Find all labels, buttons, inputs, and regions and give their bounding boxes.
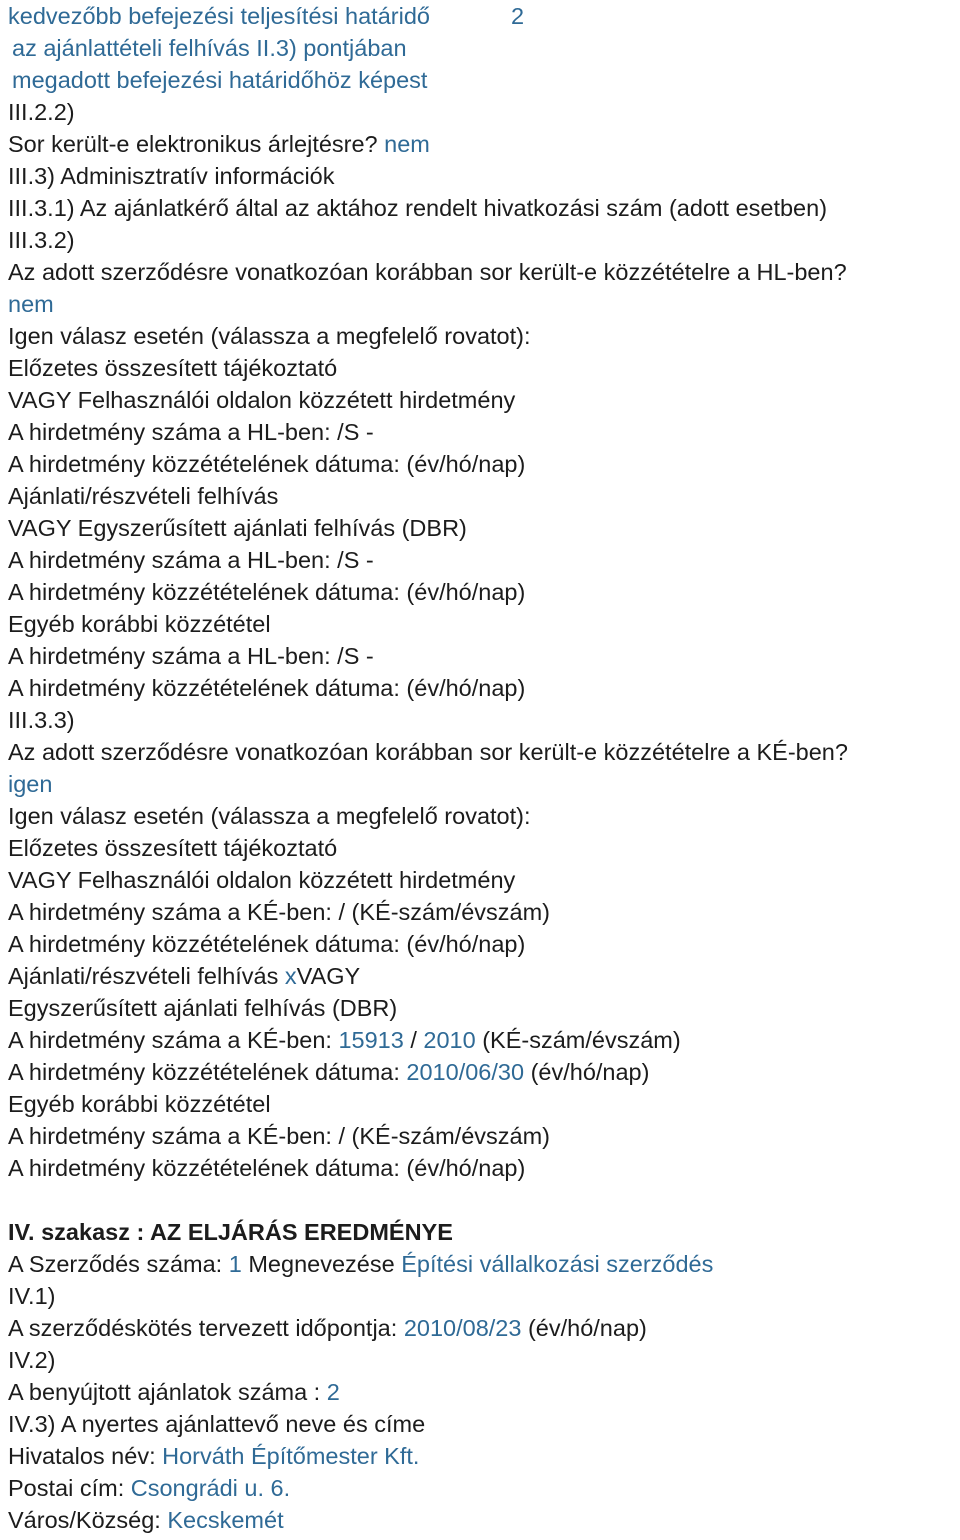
contract-number: 1 (228, 1251, 242, 1277)
ke-simplified-call: Egyszerűsített ajánlati felhívás (DBR) (8, 995, 398, 1021)
hl-line: Igen válasz esetén (válassza a megfelelő rovatot): (8, 323, 531, 349)
ke-notice-date-label: A hirdetmény közzétételének dátuma: (8, 1059, 407, 1085)
reference-number-row: III.3.1) Az ajánlatkérő által az aktához rendelt hivatkozási szám (adott esetben) (8, 195, 828, 221)
hl-line: A hirdetmény közzétételének dátuma: (év/hó/nap) (8, 579, 526, 605)
ke-line: Egyéb korábbi közzététel (8, 1091, 271, 1117)
winner-heading: IV.3) A nyertes ajánlattevő neve és címe (8, 1411, 426, 1437)
ke-notice-date-suffix: (év/hó/nap) (524, 1059, 650, 1085)
spacer (8, 1184, 958, 1216)
signing-date-row (8, 1312, 958, 1344)
contract-number-label: A Szerződés száma: (8, 1251, 229, 1277)
ke-call-mark: x (284, 963, 297, 989)
award-criterion (8, 0, 958, 96)
postal-address-row (8, 1472, 958, 1504)
official-name-label: Hivatalos név: (8, 1443, 163, 1469)
ke-notice-date-row (8, 1056, 958, 1088)
criterion-weight: 2 (511, 3, 525, 29)
ke-notice-year: 2010 (423, 1027, 476, 1053)
ke-answer: igen (8, 771, 53, 797)
ke-notice-number-label: A hirdetmény száma a KÉ-ben: (8, 1027, 339, 1053)
city-row (8, 1504, 958, 1536)
signing-date: 2010/08/23 (403, 1315, 522, 1341)
hl-line: A hirdetmény száma a HL-ben: /S - (8, 547, 374, 573)
ke-notice-suffix: (KÉ-szám/évszám) (475, 1027, 681, 1053)
document-body (8, 0, 958, 1536)
section-code: IV.2) (8, 1347, 56, 1373)
hl-line: VAGY Egyszerűsített ajánlati felhívás (DBR) (8, 515, 467, 541)
section-iv-heading: IV. szakasz : AZ ELJÁRÁS EREDMÉNYE (8, 1219, 453, 1245)
e-auction-question: Sor került-e elektronikus árlejtésre? (8, 131, 378, 157)
criterion-line: megadott befejezési határidőhöz képest (12, 67, 428, 93)
bids-count: 2 (326, 1379, 340, 1405)
hl-line: A hirdetmény közzétételének dátuma: (év/hó/nap) (8, 451, 526, 477)
ke-notice-date: 2010/06/30 (406, 1059, 525, 1085)
ke-call-vagy: VAGY (296, 963, 361, 989)
hl-question: Az adott szerződésre vonatkozóan korábban sor került-e közzétételre a HL-ben? (8, 259, 847, 285)
ke-notice-number: 15913 (338, 1027, 404, 1053)
section-code: IV.1) (8, 1283, 56, 1309)
bids-label: A benyújtott ajánlatok száma : (8, 1379, 327, 1405)
contract-name-label: Megnevezése (241, 1251, 402, 1277)
section-code: III.2.2) (8, 99, 75, 125)
hl-line: A hirdetmény közzétételének dátuma: (év/hó/nap) (8, 675, 526, 701)
hl-line: Előzetes összesített tájékoztató (8, 355, 338, 381)
city: Kecskemét (167, 1507, 284, 1533)
hl-line: VAGY Felhasználói oldalon közzétett hirdetmény (8, 387, 516, 413)
ke-notice-separator: / (403, 1027, 424, 1053)
ke-call-label: Ajánlati/részvételi felhívás (8, 963, 285, 989)
postal-address-label: Postai cím: (8, 1475, 131, 1501)
hl-line: Ajánlati/részvételi felhívás (8, 483, 279, 509)
section-code: III.3.2) (8, 227, 75, 253)
e-auction-answer: nem (384, 131, 430, 157)
hl-line: A hirdetmény száma a HL-ben: /S - (8, 419, 374, 445)
section-code: III.3.3) (8, 707, 75, 733)
ke-line: VAGY Felhasználói oldalon közzétett hirdetmény (8, 867, 516, 893)
ke-line: A hirdetmény száma a KÉ-ben: / (KÉ-szám/évszám) (8, 899, 550, 925)
city-label: Város/Község: (8, 1507, 168, 1533)
bids-row (8, 1376, 958, 1408)
hl-answer: nem (8, 291, 54, 317)
ke-line: A hirdetmény száma a KÉ-ben: / (KÉ-szám/évszám) (8, 1123, 550, 1149)
criterion-line: kedvezőbb befejezési teljesítési határidő (8, 3, 430, 29)
contract-row (8, 1248, 958, 1280)
ke-question: Az adott szerződésre vonatkozóan korábban sor került-e közzétételre a KÉ-ben? (8, 739, 848, 765)
ke-notice-number-row (8, 1024, 958, 1056)
contract-name: Építési vállalkozási szerződés (401, 1251, 714, 1277)
ke-line: A hirdetmény közzétételének dátuma: (év/hó/nap) (8, 1155, 526, 1181)
signing-date-suffix: (év/hó/nap) (521, 1315, 647, 1341)
hl-line: A hirdetmény száma a HL-ben: /S - (8, 643, 374, 669)
section-heading: III.3) Adminisztratív információk (8, 163, 335, 189)
postal-address: Csongrádi u. 6. (130, 1475, 291, 1501)
official-name-row (8, 1440, 958, 1472)
signing-date-label: A szerződéskötés tervezett időpontja: (8, 1315, 404, 1341)
ke-line: A hirdetmény közzétételének dátuma: (év/hó/nap) (8, 931, 526, 957)
ke-call-row (8, 960, 958, 992)
e-auction-row (8, 128, 958, 160)
ke-line: Igen válasz esetén (válassza a megfelelő rovatot): (8, 803, 531, 829)
ke-line: Előzetes összesített tájékoztató (8, 835, 338, 861)
hl-line: Egyéb korábbi közzététel (8, 611, 271, 637)
criterion-line: az ajánlattételi felhívás II.3) pontjában (12, 35, 407, 61)
official-name: Horváth Építőmester Kft. (162, 1443, 420, 1469)
